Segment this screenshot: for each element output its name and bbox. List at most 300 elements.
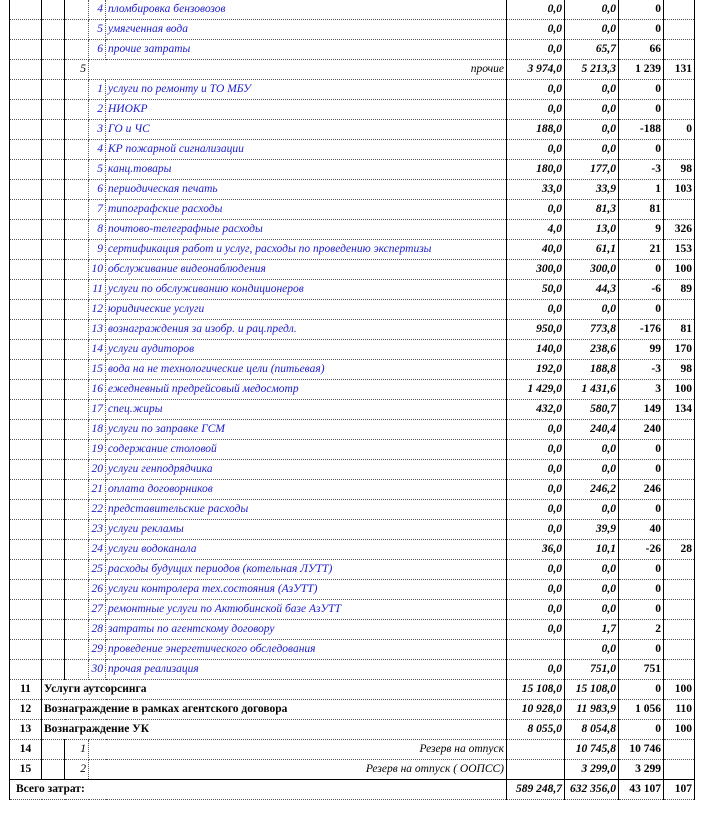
subgroup-number: 5: [65, 60, 89, 80]
group-cell: [42, 0, 65, 20]
table-row: [10, 620, 695, 640]
row-index: [10, 660, 42, 680]
diff-value: 3: [619, 380, 664, 400]
percent-value: [664, 520, 695, 540]
item-name: услуги по обслуживанию кондиционеров: [106, 280, 507, 300]
fact-value: 11 983,9: [565, 700, 619, 720]
plan-value: 0,0: [507, 300, 565, 320]
subgroup-cell: [65, 80, 89, 100]
fact-value: 240,4: [565, 420, 619, 440]
item-number: 6: [89, 180, 106, 200]
plan-value: 1 429,0: [507, 380, 565, 400]
diff-value: 149: [619, 400, 664, 420]
row-index: [10, 140, 42, 160]
fact-value: 0,0: [565, 20, 619, 40]
plan-value: 180,0: [507, 160, 565, 180]
group-cell: [42, 580, 65, 600]
diff-value: 40: [619, 520, 664, 540]
item-number: 3: [89, 120, 106, 140]
row-index: [10, 260, 42, 280]
diff-value: -3: [619, 360, 664, 380]
item-number: 25: [89, 560, 106, 580]
subgroup-cell: [65, 380, 89, 400]
item-name: услуги аудиторов: [106, 340, 507, 360]
item-number: 4: [89, 0, 106, 20]
section-name: Вознаграждение в рамках агентского договора: [42, 700, 507, 720]
group-cell: [42, 280, 65, 300]
table-row: [10, 500, 695, 520]
table-row: [10, 360, 695, 380]
percent-value: 326: [664, 220, 695, 240]
plan-value: 0,0: [507, 40, 565, 60]
reserve-name: Резерв на отпуск ( ООПСС): [89, 760, 507, 780]
subgroup-cell: [65, 260, 89, 280]
fact-value: 10 745,8: [565, 740, 619, 760]
group-cell: [42, 600, 65, 620]
group-cell: [42, 660, 65, 680]
total-diff: 43 107: [619, 780, 664, 800]
item-number: 5: [89, 160, 106, 180]
row-index: [10, 160, 42, 180]
plan-value: 0,0: [507, 480, 565, 500]
subgroup-cell: [65, 240, 89, 260]
fact-value: 8 054,8: [565, 720, 619, 740]
diff-value: 0: [619, 500, 664, 520]
item-number: 27: [89, 600, 106, 620]
diff-value: 0: [619, 460, 664, 480]
section-number: 12: [10, 700, 42, 720]
group-cell: [42, 420, 65, 440]
fact-value: 177,0: [565, 160, 619, 180]
percent-value: 103: [664, 180, 695, 200]
diff-value: 0: [619, 260, 664, 280]
table-row: [10, 660, 695, 680]
subgroup-cell: [65, 200, 89, 220]
item-number: 6: [89, 40, 106, 60]
subgroup-cell: [65, 480, 89, 500]
item-name: обслуживание видеонаблюдения: [106, 260, 507, 280]
table-row: [10, 720, 695, 740]
plan-value: 192,0: [507, 360, 565, 380]
plan-value: [507, 740, 565, 760]
item-number: 18: [89, 420, 106, 440]
diff-value: 240: [619, 420, 664, 440]
total-fact: 632 356,0: [565, 780, 619, 800]
subgroup-cell: [65, 600, 89, 620]
table-row: [10, 560, 695, 580]
item-number: 8: [89, 220, 106, 240]
table-row: [10, 60, 695, 80]
fact-value: 5 213,3: [565, 60, 619, 80]
fact-value: 300,0: [565, 260, 619, 280]
item-name: КР пожарной сигнализации: [106, 140, 507, 160]
row-index: [10, 200, 42, 220]
reserve-sub-number: 2: [65, 760, 89, 780]
fact-value: 0,0: [565, 100, 619, 120]
subgroup-cell: [65, 160, 89, 180]
percent-value: [664, 740, 695, 760]
diff-value: 0: [619, 440, 664, 460]
group-cell: [42, 220, 65, 240]
percent-value: [664, 40, 695, 60]
fact-value: 0,0: [565, 140, 619, 160]
row-index: [10, 540, 42, 560]
percent-value: 98: [664, 160, 695, 180]
group-cell: [42, 60, 65, 80]
fact-value: 0,0: [565, 0, 619, 20]
fact-value: 15 108,0: [565, 680, 619, 700]
row-index: [10, 620, 42, 640]
percent-value: 131: [664, 60, 695, 80]
group-cell: [42, 240, 65, 260]
percent-value: [664, 460, 695, 480]
subgroup-cell: [65, 300, 89, 320]
group-cell: [42, 760, 65, 780]
item-name: расходы будущих периодов (котельная ЛУТТ): [106, 560, 507, 580]
fact-value: 0,0: [565, 600, 619, 620]
diff-value: 1: [619, 180, 664, 200]
group-cell: [42, 620, 65, 640]
fact-value: 188,8: [565, 360, 619, 380]
plan-value: 188,0: [507, 120, 565, 140]
group-cell: [42, 300, 65, 320]
item-name: услуги рекламы: [106, 520, 507, 540]
table-row: [10, 340, 695, 360]
subgroup-cell: [65, 280, 89, 300]
diff-value: -176: [619, 320, 664, 340]
percent-value: [664, 640, 695, 660]
fact-value: 39,9: [565, 520, 619, 540]
table-row: [10, 700, 695, 720]
plan-value: 8 055,0: [507, 720, 565, 740]
group-cell: [42, 440, 65, 460]
item-number: 28: [89, 620, 106, 640]
item-number: 30: [89, 660, 106, 680]
plan-value: 0,0: [507, 140, 565, 160]
plan-value: 40,0: [507, 240, 565, 260]
item-name: вода на не технологические цели (питьевая): [106, 360, 507, 380]
row-index: [10, 380, 42, 400]
row-index: [10, 300, 42, 320]
item-number: 7: [89, 200, 106, 220]
total-percent: 107: [664, 780, 695, 800]
fact-value: 773,8: [565, 320, 619, 340]
percent-value: [664, 420, 695, 440]
table-row: [10, 580, 695, 600]
table-row: [10, 460, 695, 480]
total-label: Всего затрат:: [10, 780, 507, 800]
item-name: услуги по ремонту и ТО МБУ: [106, 80, 507, 100]
item-name: почтово-телеграфные расходы: [106, 220, 507, 240]
subgroup-cell: [65, 320, 89, 340]
percent-value: 89: [664, 280, 695, 300]
row-index: [10, 520, 42, 540]
subgroup-cell: [65, 460, 89, 480]
subgroup-cell: [65, 660, 89, 680]
plan-value: 50,0: [507, 280, 565, 300]
table-row: [10, 120, 695, 140]
table-row: [10, 220, 695, 240]
row-index: [10, 280, 42, 300]
table-row: [10, 320, 695, 340]
subgroup-cell: [65, 500, 89, 520]
subgroup-cell: [65, 220, 89, 240]
fact-value: 0,0: [565, 120, 619, 140]
item-number: 20: [89, 460, 106, 480]
percent-value: 100: [664, 380, 695, 400]
row-index: [10, 60, 42, 80]
subgroup-cell: [65, 180, 89, 200]
plan-value: 300,0: [507, 260, 565, 280]
diff-value: 751: [619, 660, 664, 680]
percent-value: [664, 580, 695, 600]
subgroup-cell: [65, 360, 89, 380]
item-name: услуги по заправке ГСМ: [106, 420, 507, 440]
group-cell: [42, 20, 65, 40]
diff-value: 0: [619, 720, 664, 740]
group-cell: [42, 400, 65, 420]
fact-value: 751,0: [565, 660, 619, 680]
diff-value: 0: [619, 300, 664, 320]
row-index: [10, 0, 42, 20]
percent-value: [664, 200, 695, 220]
subgroup-cell: [65, 400, 89, 420]
fact-value: 0,0: [565, 640, 619, 660]
section-number: 15: [10, 760, 42, 780]
subgroup-cell: [65, 0, 89, 20]
percent-value: [664, 100, 695, 120]
diff-value: 0: [619, 100, 664, 120]
diff-value: 81: [619, 200, 664, 220]
plan-value: 33,0: [507, 180, 565, 200]
percent-value: 153: [664, 240, 695, 260]
item-name: типографские расходы: [106, 200, 507, 220]
row-index: [10, 580, 42, 600]
plan-value: 950,0: [507, 320, 565, 340]
item-number: 24: [89, 540, 106, 560]
plan-value: 0,0: [507, 200, 565, 220]
subgroup-cell: [65, 640, 89, 660]
row-index: [10, 600, 42, 620]
table-row: [10, 680, 695, 700]
group-cell: [42, 640, 65, 660]
subgroup-name: прочие: [89, 60, 507, 80]
reserve-sub-number: 1: [65, 740, 89, 760]
row-index: [10, 180, 42, 200]
percent-value: 170: [664, 340, 695, 360]
item-number: 15: [89, 360, 106, 380]
plan-value: 0,0: [507, 600, 565, 620]
total-plan: 589 248,7: [507, 780, 565, 800]
table-row: [10, 0, 695, 20]
item-number: 22: [89, 500, 106, 520]
item-name: ГО и ЧС: [106, 120, 507, 140]
percent-value: [664, 80, 695, 100]
item-number: 10: [89, 260, 106, 280]
row-index: [10, 400, 42, 420]
fact-value: 1,7: [565, 620, 619, 640]
plan-value: 432,0: [507, 400, 565, 420]
subgroup-cell: [65, 140, 89, 160]
percent-value: 100: [664, 680, 695, 700]
table-row: [10, 100, 695, 120]
table-row: [10, 400, 695, 420]
plan-value: 0,0: [507, 500, 565, 520]
plan-value: [507, 760, 565, 780]
diff-value: 0: [619, 600, 664, 620]
total-row: [10, 780, 695, 800]
group-cell: [42, 560, 65, 580]
item-name: умягченная вода: [106, 20, 507, 40]
group-cell: [42, 540, 65, 560]
plan-value: 0,0: [507, 580, 565, 600]
plan-value: 0,0: [507, 100, 565, 120]
subgroup-cell: [65, 40, 89, 60]
row-index: [10, 80, 42, 100]
diff-value: 1 239: [619, 60, 664, 80]
plan-value: 0,0: [507, 80, 565, 100]
item-name: ежедневный предрейсовый медосмотр: [106, 380, 507, 400]
table-row: [10, 160, 695, 180]
fact-value: 81,3: [565, 200, 619, 220]
plan-value: 0,0: [507, 0, 565, 20]
group-cell: [42, 740, 65, 760]
section-name: Услуги аутсорсинга: [42, 680, 507, 700]
item-number: 23: [89, 520, 106, 540]
fact-value: 44,3: [565, 280, 619, 300]
table-row: [10, 540, 695, 560]
item-name: услуги генподрядчика: [106, 460, 507, 480]
row-index: [10, 240, 42, 260]
plan-value: 0,0: [507, 440, 565, 460]
percent-value: 100: [664, 720, 695, 740]
row-index: [10, 480, 42, 500]
item-number: 29: [89, 640, 106, 660]
fact-value: 0,0: [565, 560, 619, 580]
plan-value: 36,0: [507, 540, 565, 560]
item-number: 5: [89, 20, 106, 40]
diff-value: 10 746: [619, 740, 664, 760]
diff-value: 0: [619, 0, 664, 20]
group-cell: [42, 100, 65, 120]
diff-value: -188: [619, 120, 664, 140]
item-name: оплата договорников: [106, 480, 507, 500]
item-number: 19: [89, 440, 106, 460]
fact-value: 0,0: [565, 300, 619, 320]
item-number: 13: [89, 320, 106, 340]
item-number: 1: [89, 80, 106, 100]
percent-value: [664, 500, 695, 520]
section-name: Вознаграждение УК: [42, 720, 507, 740]
percent-value: 100: [664, 260, 695, 280]
percent-value: [664, 0, 695, 20]
item-name: юридические услуги: [106, 300, 507, 320]
group-cell: [42, 40, 65, 60]
diff-value: -6: [619, 280, 664, 300]
table-row: [10, 520, 695, 540]
percent-value: [664, 480, 695, 500]
fact-value: 1 431,6: [565, 380, 619, 400]
item-number: 4: [89, 140, 106, 160]
table-row: [10, 40, 695, 60]
item-name: НИОКР: [106, 100, 507, 120]
item-name: услуги контролера тех.состояния (АзУТТ): [106, 580, 507, 600]
plan-value: 0,0: [507, 460, 565, 480]
table-row: [10, 140, 695, 160]
section-number: 11: [10, 680, 42, 700]
item-name: пломбировка бензовозов: [106, 0, 507, 20]
diff-value: 0: [619, 80, 664, 100]
subgroup-cell: [65, 440, 89, 460]
table-row: [10, 640, 695, 660]
fact-value: 0,0: [565, 500, 619, 520]
item-number: 16: [89, 380, 106, 400]
item-name: представительские расходы: [106, 500, 507, 520]
item-number: 9: [89, 240, 106, 260]
fact-value: 246,2: [565, 480, 619, 500]
fact-value: 238,6: [565, 340, 619, 360]
table-row: [10, 480, 695, 500]
item-name: сертификация работ и услуг, расходы по проведению экспертизы: [106, 240, 507, 260]
item-number: 26: [89, 580, 106, 600]
table-row: [10, 380, 695, 400]
row-index: [10, 100, 42, 120]
plan-value: 15 108,0: [507, 680, 565, 700]
fact-value: 65,7: [565, 40, 619, 60]
table-row: [10, 420, 695, 440]
table-row: [10, 280, 695, 300]
item-number: 11: [89, 280, 106, 300]
item-name: проведение энергетического обследования: [106, 640, 507, 660]
group-cell: [42, 320, 65, 340]
percent-value: 81: [664, 320, 695, 340]
plan-value: 0,0: [507, 660, 565, 680]
diff-value: 99: [619, 340, 664, 360]
row-index: [10, 640, 42, 660]
row-index: [10, 40, 42, 60]
row-index: [10, 500, 42, 520]
group-cell: [42, 480, 65, 500]
diff-value: 0: [619, 140, 664, 160]
diff-value: 0: [619, 580, 664, 600]
group-cell: [42, 80, 65, 100]
row-index: [10, 340, 42, 360]
group-cell: [42, 140, 65, 160]
percent-value: [664, 620, 695, 640]
row-index: [10, 420, 42, 440]
row-index: [10, 20, 42, 40]
percent-value: 110: [664, 700, 695, 720]
cost-table: [9, 0, 695, 800]
row-index: [10, 120, 42, 140]
plan-value: 0,0: [507, 20, 565, 40]
fact-value: 13,0: [565, 220, 619, 240]
plan-value: 0,0: [507, 520, 565, 540]
fact-value: 0,0: [565, 580, 619, 600]
group-cell: [42, 380, 65, 400]
table-row: [10, 80, 695, 100]
table-row: [10, 440, 695, 460]
percent-value: 134: [664, 400, 695, 420]
item-number: 17: [89, 400, 106, 420]
item-name: прочие затраты: [106, 40, 507, 60]
group-cell: [42, 160, 65, 180]
table-row: [10, 740, 695, 760]
subgroup-cell: [65, 340, 89, 360]
percent-value: [664, 140, 695, 160]
diff-value: 0: [619, 20, 664, 40]
fact-value: 3 299,0: [565, 760, 619, 780]
